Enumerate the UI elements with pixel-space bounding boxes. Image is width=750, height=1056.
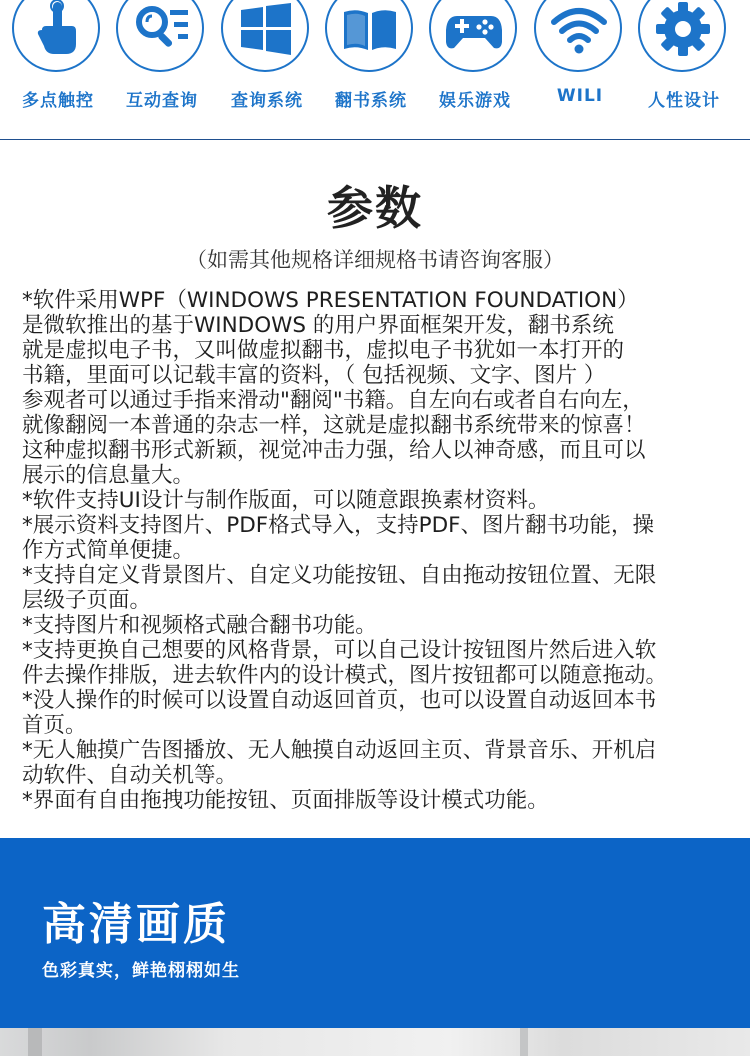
params-line: *展示资料支持图片、PDF格式导入，支持PDF、图片翻书功能，操 (22, 513, 655, 538)
search-list-icon (116, 0, 204, 72)
touch-hand-icon (12, 0, 100, 72)
params-line: 参观者可以通过手指来滑动"翻阅"书籍。自左向右或者自右向左， (22, 388, 644, 413)
params-line: 层级子页面。 (22, 588, 152, 613)
feature-label: 翻书系统 (335, 91, 407, 111)
params-line: 就是虚拟电子书，又叫做虚拟翻书，虚拟电子书犹如一本打开的 (22, 338, 625, 363)
params-line: 动软件、自动关机等。 (22, 763, 238, 788)
hd-quality-banner (0, 838, 750, 1028)
feature-flipbook-system (313, 0, 417, 120)
params-line: *软件支持UI设计与制作版面，可以随意跟换素材资料。 (22, 488, 550, 513)
product-photo-preview (0, 1028, 750, 1056)
params-line: *界面有自由拖拽功能按钮、页面排版等设计模式功能。 (22, 788, 549, 813)
params-title: 参数 (327, 181, 423, 235)
banner-title: 高清画质 (42, 899, 230, 950)
params-line: *无人触摸广告图播放、无人触摸自动返回主页、背景音乐、开机启 (22, 738, 657, 763)
feature-entertainment-games (417, 0, 521, 120)
gamepad-icon (429, 0, 517, 72)
feature-human-design (626, 0, 730, 120)
feature-label: 多点触控 (22, 91, 94, 111)
photo-stand-post (28, 1028, 42, 1056)
photo-stand-post (520, 1028, 528, 1056)
feature-multitouch (0, 0, 104, 120)
params-line: *软件采用WPF（WINDOWS PRESENTATION FOUNDATION） (22, 288, 639, 313)
params-line: 展示的信息量大。 (22, 463, 195, 488)
feature-label: WILI (556, 86, 604, 106)
params-line: *没人操作的时候可以设置自动返回首页，也可以设置自动返回本书 (22, 688, 657, 713)
wifi-icon (534, 0, 622, 72)
params-description (22, 288, 734, 813)
params-line: 这种虚拟翻书形式新颖，视觉冲击力强，给人以神奇感，而且可以 (22, 438, 646, 463)
feature-label: 娱乐游戏 (439, 91, 511, 111)
params-line: *支持更换自己想要的风格背景，可以自己设计按钮图片然后进入软 (22, 638, 657, 663)
open-book-icon (325, 0, 413, 72)
params-line: *支持图片和视频格式融合翻书功能。 (22, 613, 377, 638)
params-line: 件去操作排版，进去软件内的设计模式，图片按钮都可以随意拖动。 (22, 663, 668, 688)
banner-subtitle: 色彩真实，鲜艳栩栩如生 (42, 961, 240, 981)
feature-wili (522, 0, 626, 120)
feature-label: 查询系统 (231, 91, 303, 111)
gear-icon (638, 0, 726, 72)
params-line: 首页。 (22, 713, 87, 738)
feature-label: 互动查询 (126, 91, 198, 111)
feature-interactive-search (104, 0, 208, 120)
feature-query-system (209, 0, 313, 120)
params-line: *支持自定义背景图片、自定义功能按钮、自由拖动按钮位置、无限 (22, 563, 657, 588)
windows-logo-icon (221, 0, 309, 72)
params-subtitle: （如需其他规格详细规格书请咨询客服） (186, 248, 564, 272)
feature-icon-strip (0, 0, 750, 140)
params-line: 书籍，里面可以记载丰富的资料，（ 包括视频、文字、图片 ） (22, 363, 606, 388)
params-line: 就像翻阅一本普通的杂志一样，这就是虚拟翻书系统带来的惊喜！ (22, 413, 646, 438)
feature-label: 人性设计 (648, 91, 720, 111)
params-line: 是微软推出的基于WINDOWS 的用户界面框架开发，翻书系统 (22, 313, 614, 338)
params-line: 作方式简单便捷。 (22, 538, 195, 563)
